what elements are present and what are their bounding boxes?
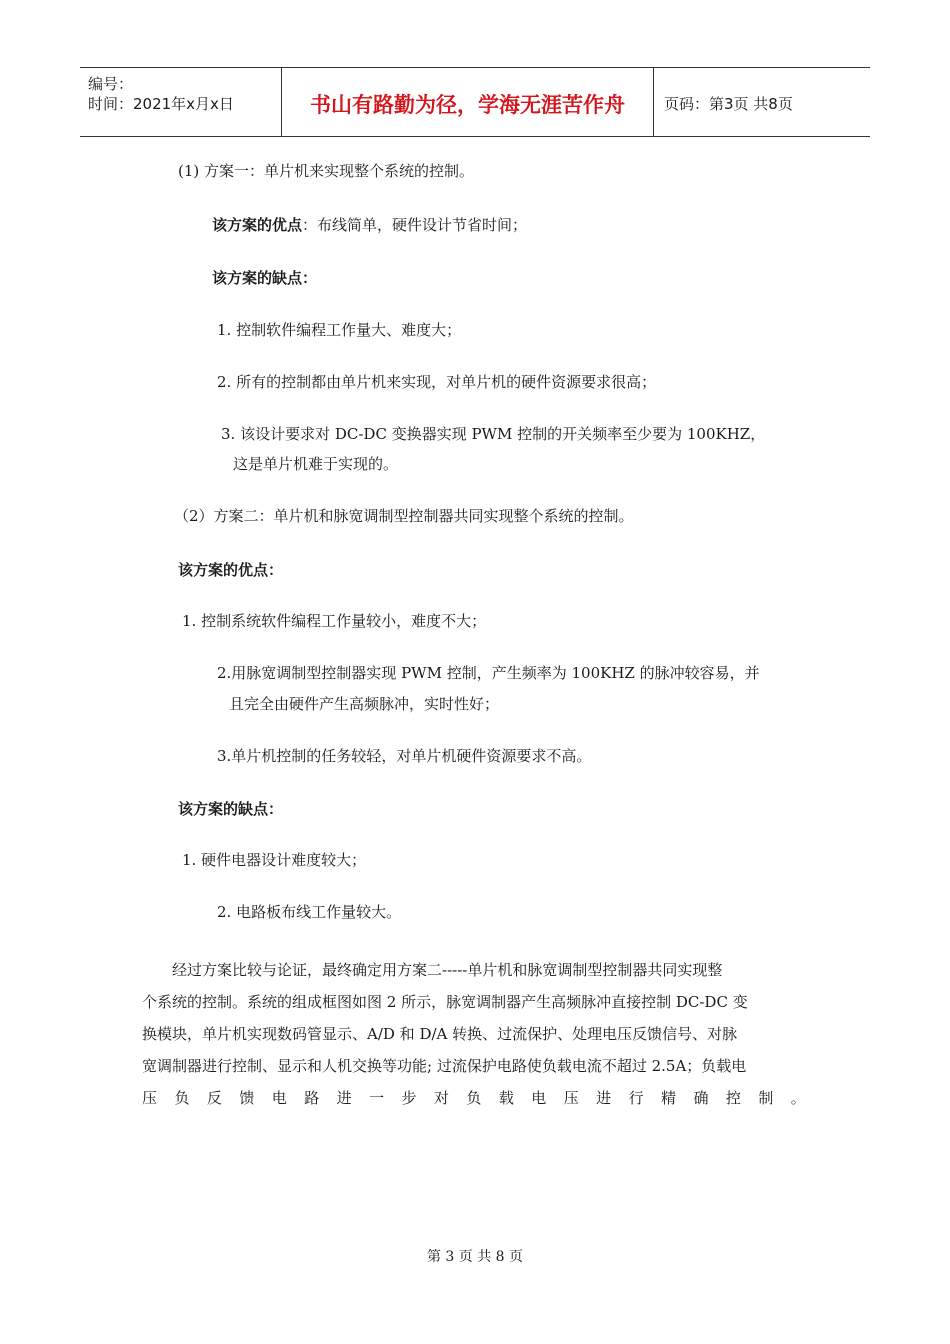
conclusion-last-line-char: 负 [174, 1089, 190, 1107]
conclusion-last-line-char: 载 [498, 1089, 514, 1107]
scheme2-title: （2）方案二：单片机和脉宽调制型控制器共同实现整个系统的控制。 [174, 507, 634, 525]
conclusion-last-line-char: 电 [531, 1089, 547, 1107]
conclusion-last-line-char: 确 [693, 1089, 709, 1107]
conclusion-last-line-char: 压 [563, 1089, 579, 1107]
conclusion-last-line-char: 馈 [239, 1089, 255, 1107]
conclusion-last-line-char: 负 [466, 1089, 482, 1107]
conclusion-line: 个系统的控制。系统的组成框图如图 2 所示，脉宽调制器产生高频脉冲直接控制 DC-DC 变 [142, 993, 748, 1011]
scheme2-disadvantage-1: 1. 硬件电器设计难度较大； [182, 851, 367, 869]
scheme1-title: (1) 方案一：单片机来实现整个系统的控制。 [178, 162, 475, 180]
scheme2-advantage-1: 1. 控制系统软件编程工作量较小，难度不大； [182, 612, 487, 630]
header-page-info: 页码：第3页 共8页 [664, 94, 793, 113]
conclusion-last-line-char: 反 [206, 1089, 222, 1107]
scheme2-advantage-3: 3.单片机控制的任务较轻，对单片机硬件资源要求不高。 [217, 747, 592, 765]
scheme1-advantages-text: ：布线简单，硬件设计节省时间； [302, 216, 528, 234]
document-date: 时间：2021年x月x日 [88, 95, 234, 113]
page-header [80, 67, 870, 137]
conclusion-last-line-char: 步 [401, 1089, 417, 1107]
conclusion-paragraph [142, 954, 806, 1114]
scheme1-disadvantages-label: 该方案的缺点： [212, 269, 318, 287]
header-motto: 书山有路勤为径，学海无涯苦作舟 [282, 68, 654, 136]
conclusion-last-line-char: 路 [304, 1089, 320, 1107]
conclusion-last-line-char: 一 [369, 1089, 385, 1107]
header-meta [80, 68, 282, 136]
conclusion-last-line-char: 制 [758, 1089, 774, 1107]
conclusion-last-line-char: 压 [142, 1089, 158, 1107]
conclusion-last-line-char: 精 [661, 1089, 677, 1107]
scheme1-advantages [212, 215, 527, 235]
scheme2-disadvantage-2: 2. 电路板布线工作量较大。 [217, 903, 402, 921]
scheme2-advantages-label: 该方案的优点： [178, 561, 284, 579]
page-footer: 第 3 页 共 8 页 [426, 1249, 524, 1265]
scheme1-disadvantage-2: 2. 所有的控制都由单片机来实现，对单片机的硬件资源要求很高； [217, 373, 657, 391]
conclusion-line: 换模块，单片机实现数码管显示、A/D 和 D/A 转换、过流保护、处理电压反馈信号、对脉 [142, 1025, 738, 1043]
conclusion-last-line-char: 进 [336, 1089, 352, 1107]
document-number-label: 编号： [88, 75, 134, 93]
scheme1-disadvantage-1: 1. 控制软件编程工作量大、难度大； [217, 321, 462, 339]
conclusion-last-line-char: 行 [628, 1089, 644, 1107]
scheme2-advantage-2-cont: 且完全由硬件产生高频脉冲，实时性好； [229, 695, 500, 713]
scheme1-advantages-label: 该方案的优点 [212, 216, 303, 234]
scheme2-advantage-2: 2.用脉宽调制型控制器实现 PWM 控制，产生频率为 100KHZ 的脉冲较容易，并 [217, 664, 760, 682]
scheme1-disadvantage-3: 3. 该设计要求对 DC-DC 变换器实现 PWM 控制的开关频率至少要为 100KHZ， [221, 425, 766, 443]
conclusion-line: 经过方案比较与论证，最终确定用方案二-----单片机和脉宽调制型控制器共同实现整 [142, 961, 723, 979]
scheme2-disadvantages-label: 该方案的缺点： [178, 800, 284, 818]
conclusion-last-line-char: 。 [790, 1089, 806, 1107]
conclusion-last-line-char: 控 [725, 1089, 741, 1107]
conclusion-last-line-char: 电 [271, 1089, 287, 1107]
conclusion-last-line-char: 对 [433, 1089, 449, 1107]
scheme1-disadvantage-3-cont: 这是单片机难于实现的。 [233, 455, 399, 473]
conclusion-last-line [142, 1082, 806, 1114]
conclusion-line: 宽调制器进行控制、显示和人机交换等功能; 过流保护电路使负载电流不超过 2.5A；负载电 [142, 1057, 747, 1075]
conclusion-last-line-char: 进 [596, 1089, 612, 1107]
